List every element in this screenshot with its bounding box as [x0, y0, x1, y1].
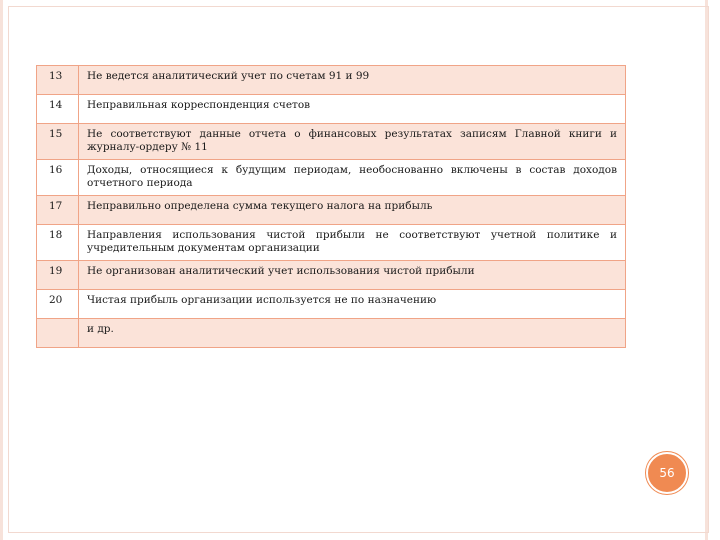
table-row [37, 160, 626, 196]
table-row [37, 290, 626, 319]
row-number [37, 319, 79, 348]
row-number: 13 [37, 66, 79, 95]
table-row [37, 66, 626, 95]
table-row [37, 124, 626, 160]
row-number: 18 [37, 225, 79, 261]
row-number: 16 [37, 160, 79, 196]
violations-table [36, 65, 626, 348]
row-text: Не соответствуют данные отчета о финансовых результатах записям Главной книги и журналу-ордеру № 11 [79, 124, 626, 160]
table-row [37, 319, 626, 348]
table-row [37, 95, 626, 124]
table-row [37, 261, 626, 290]
row-number: 17 [37, 196, 79, 225]
row-number: 15 [37, 124, 79, 160]
row-number: 14 [37, 95, 79, 124]
row-number: 20 [37, 290, 79, 319]
row-text: Неправильная корреспонденция счетов [79, 95, 626, 124]
row-text: Не ведется аналитический учет по счетам 91 и 99 [79, 66, 626, 95]
row-text: и др. [79, 319, 626, 348]
row-text: Направления использования чистой прибыли не соответствуют учетной политике и учредительным документам организации [79, 225, 626, 261]
row-text: Не организован аналитический учет использования чистой прибыли [79, 261, 626, 290]
row-text: Доходы, относящиеся к будущим периодам, необоснованно включены в состав доходов отчетного периода [79, 160, 626, 196]
row-number: 19 [37, 261, 79, 290]
page-number-badge: 56 [646, 452, 688, 494]
left-decor-strip [0, 0, 3, 540]
row-text: Неправильно определена сумма текущего налога на прибыль [79, 196, 626, 225]
row-text: Чистая прибыль организации используется не по назначению [79, 290, 626, 319]
table-row [37, 196, 626, 225]
table-row [37, 225, 626, 261]
